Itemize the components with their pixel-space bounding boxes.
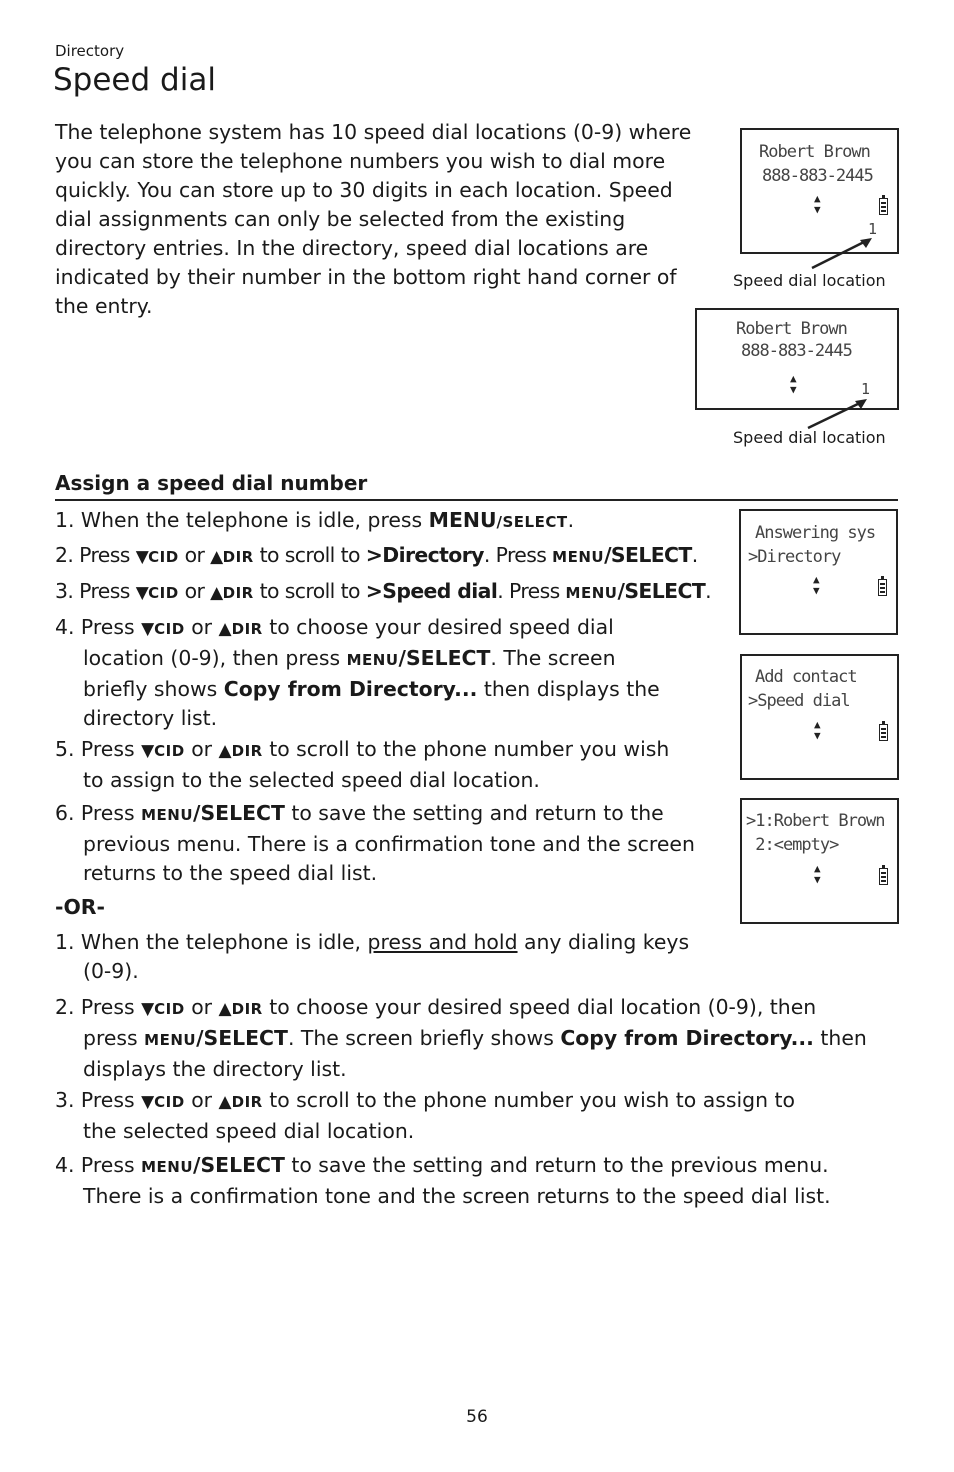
up-down-arrows-icon: ▲ ▼ xyxy=(813,573,820,597)
lcd-screen-answering-sys xyxy=(739,509,898,635)
battery-icon xyxy=(878,579,887,596)
lcd-line-2: 888-883-2445 xyxy=(741,341,852,361)
alt-step-2: 2. Press ▼CID or ▲DIR to choose your desired speed dial location (0-9), then press MENU/SELECT. The screen briefly shows Copy from Directory... then displays the directory list. xyxy=(55,995,867,1081)
up-down-arrows-icon: ▲ ▼ xyxy=(814,718,821,742)
step-2: 2. Press ▼CID or ▲DIR to scroll to >Directory. Press MENU/SELECT. xyxy=(55,543,698,567)
battery-icon xyxy=(879,724,888,741)
step-4: 4. Press ▼CID or ▲DIR to choose your desired speed dial location (0-9), then press MENU/SELECT. The screen briefly shows Copy from Directory... then displays the directory list. xyxy=(55,615,660,730)
step-6: 6. Press MENU/SELECT to save the setting and return to the previous menu. There is a confirmation tone and the screen returns to the speed dial list. xyxy=(55,801,695,885)
lcd-line-2: >Speed dial xyxy=(748,691,850,711)
lcd-line-1: Answering sys xyxy=(755,523,876,543)
lcd-screen-add-contact xyxy=(740,654,899,780)
speed-dial-location-caption: Speed dial location xyxy=(733,428,886,447)
lcd-line-1: Robert Brown xyxy=(736,319,847,339)
battery-icon xyxy=(879,868,888,885)
step-1: 1. When the telephone is idle, press MENU/SELECT. xyxy=(55,508,575,532)
step-3: 3. Press ▼CID or ▲DIR to scroll to >Speed dial. Press MENU/SELECT. xyxy=(55,579,712,603)
page-title: Speed dial xyxy=(53,62,216,98)
up-down-arrows-icon: ▲ ▼ xyxy=(814,192,821,216)
pointer-arrow-icon xyxy=(800,230,880,275)
step-5: 5. Press ▼CID or ▲DIR to scroll to the phone number you wish to assign to the selected speed dial location. xyxy=(55,737,670,792)
section-label: Directory xyxy=(55,42,125,60)
lcd-line-1: >1:Robert Brown xyxy=(746,811,885,831)
or-separator: -OR- xyxy=(55,895,105,919)
lcd-line-2: >Directory xyxy=(748,547,841,567)
speed-dial-location-caption: Speed dial location xyxy=(733,271,886,290)
alt-step-3: 3. Press ▼CID or ▲DIR to scroll to the phone number you wish to assign to the selected speed dial location. xyxy=(55,1088,795,1143)
assign-heading: Assign a speed dial number xyxy=(55,471,368,495)
lcd-line-2: 888-883-2445 xyxy=(762,166,873,186)
lcd-line-1: Robert Brown xyxy=(759,142,870,162)
battery-icon xyxy=(879,198,888,215)
page-number: 56 xyxy=(466,1407,488,1427)
up-down-arrows-icon: ▲ ▼ xyxy=(790,372,797,396)
intro-paragraph: The telephone system has 10 speed dial locations (0-9) where you can store the telephone numbers you wish to dial more quickly. You can store up to 30 digits in each location. Speed dial assignments can only be selected from the existing directory entries. In the directory, speed dial locations are indicated by their number in the bottom right hand corner of the entry. xyxy=(55,120,692,318)
alt-step-1: 1. When the telephone is idle, press and hold any dialing keys (0-9). xyxy=(55,930,690,983)
lcd-screen-speed-dial-list xyxy=(740,798,899,924)
lcd-line-1: Add contact xyxy=(755,667,857,687)
lcd-line-2: 2:<empty> xyxy=(746,835,839,855)
speed-dial-number: 1 xyxy=(861,380,871,398)
alt-step-4: 4. Press MENU/SELECT to save the setting and return to the previous menu. There is a confirmation tone and the screen returns to the speed dial list. xyxy=(55,1153,831,1208)
heading-rule xyxy=(55,499,898,501)
speed-dial-number: 1 xyxy=(868,220,878,238)
up-down-arrows-icon: ▲ ▼ xyxy=(814,862,821,886)
